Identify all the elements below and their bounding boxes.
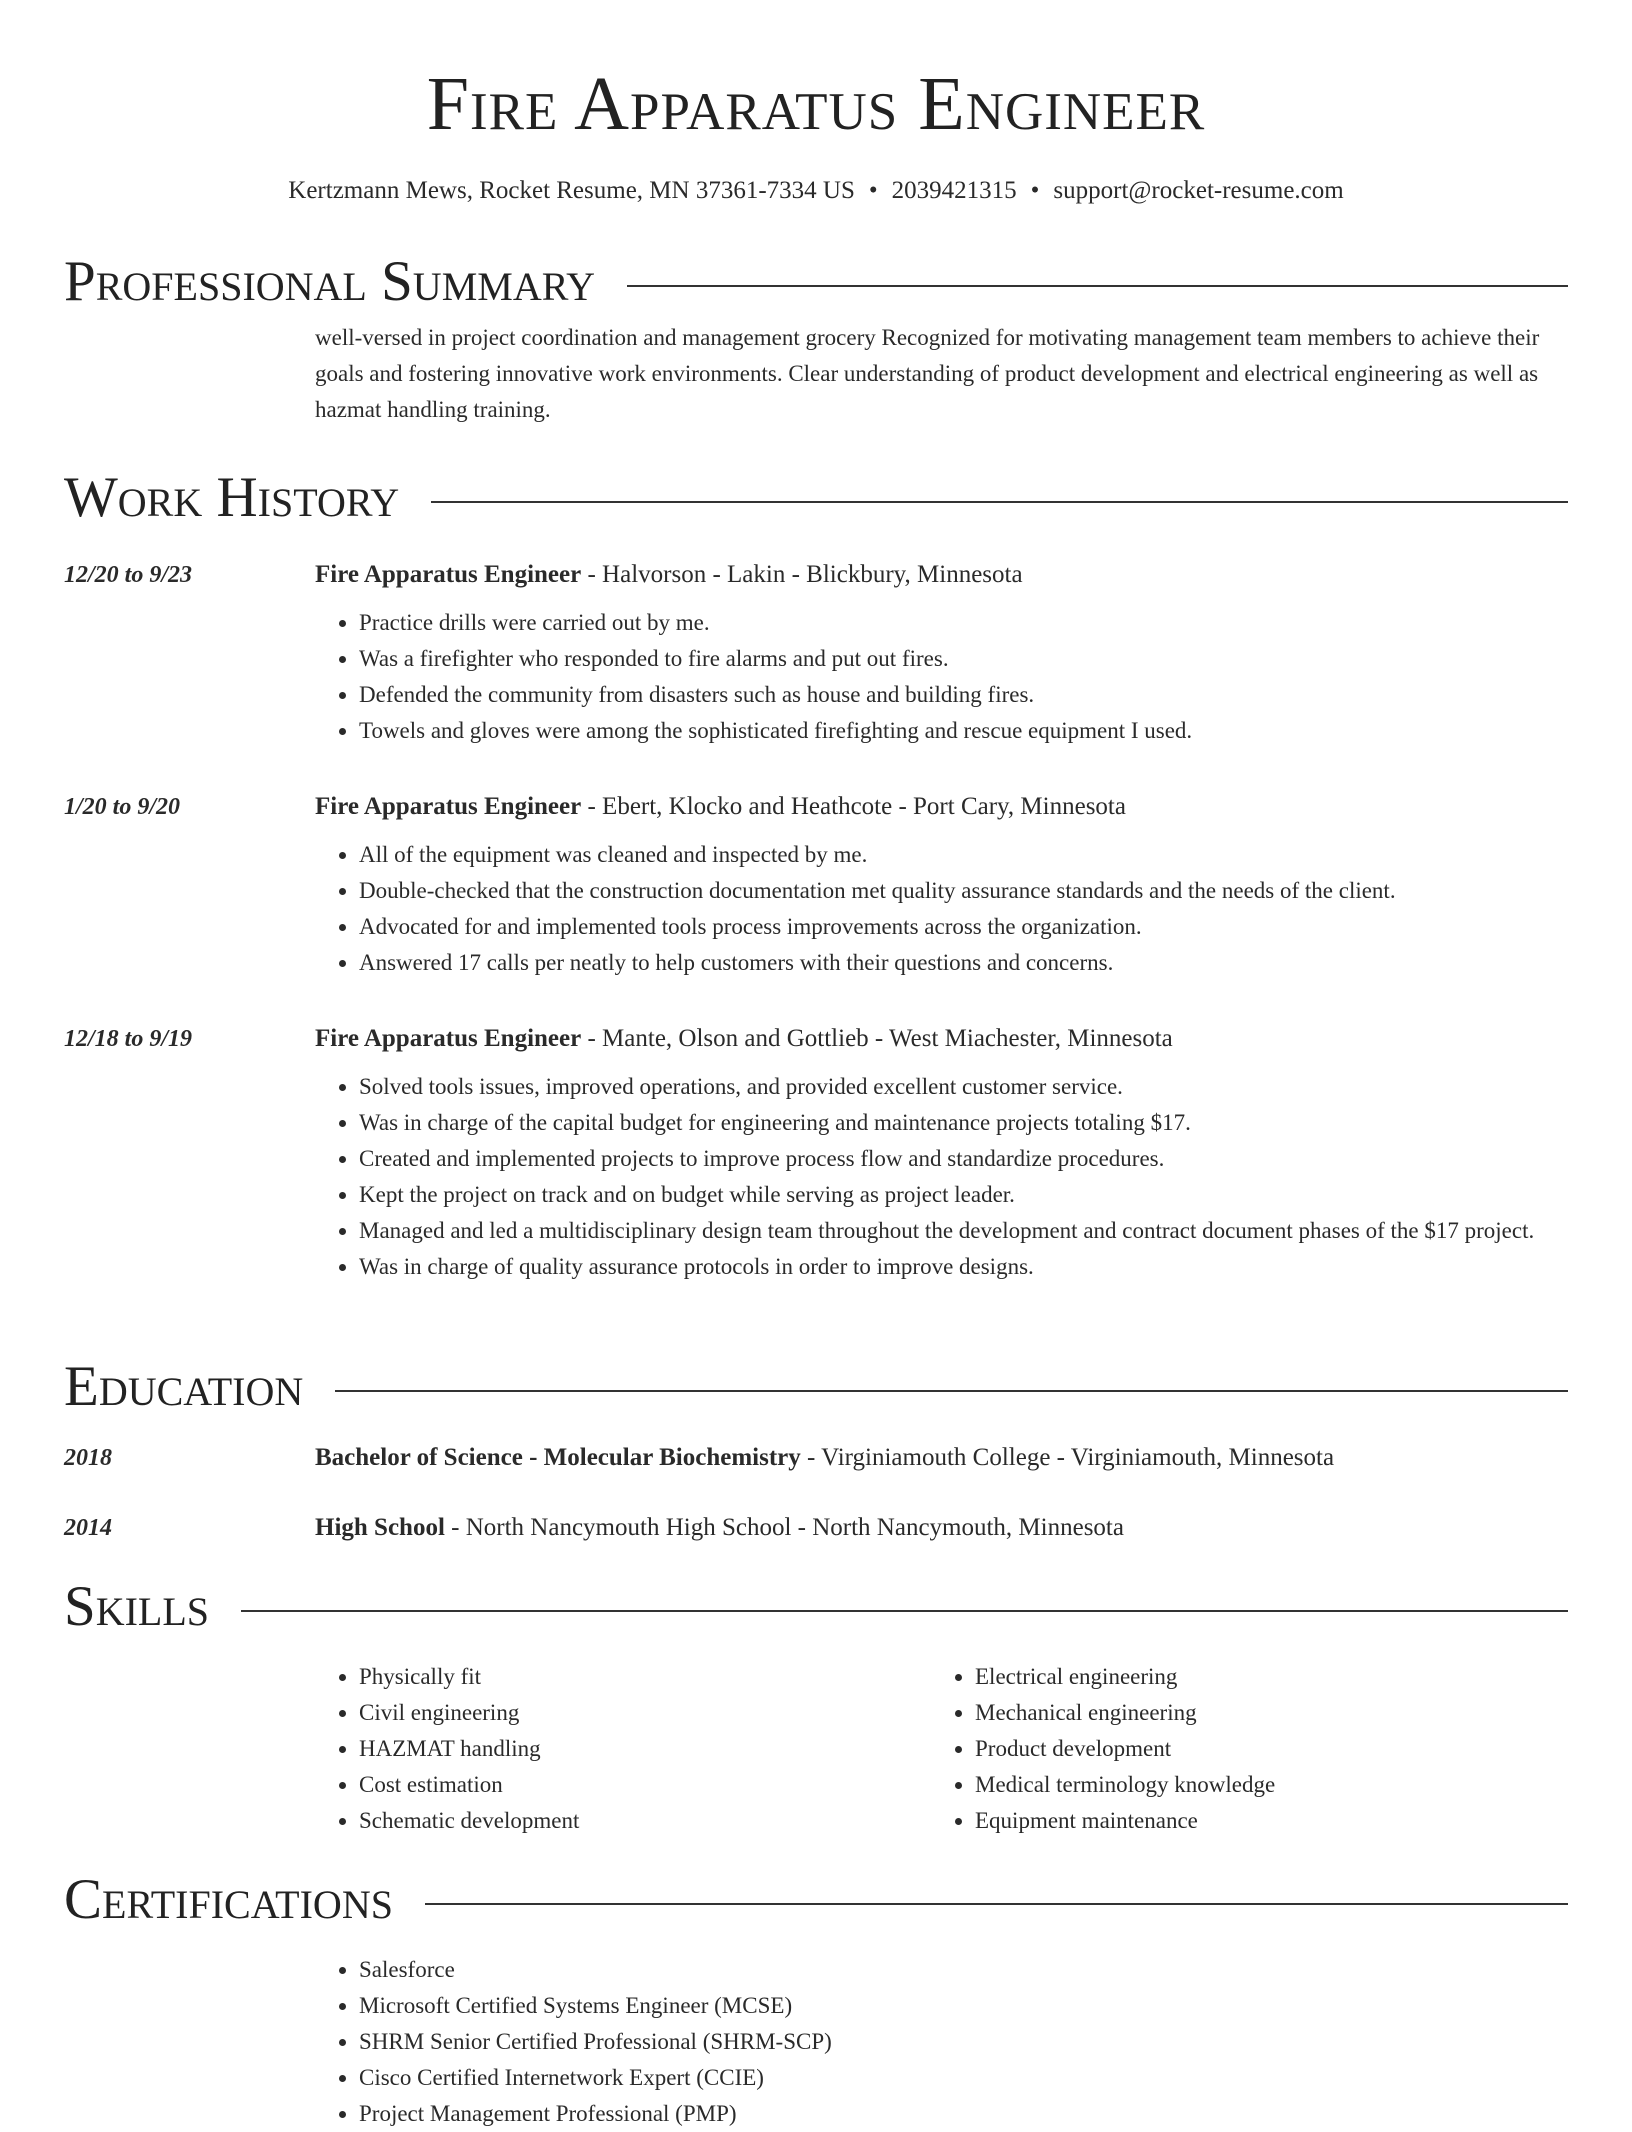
education-school: - North Nancymouth High School - North Nancymouth, Minnesota <box>444 1514 1124 1541</box>
skills-heading: Skills <box>64 1575 210 1638</box>
contact-line <box>64 176 1568 206</box>
certifications-list-wrap <box>315 1952 1568 2132</box>
job-bullet: • Solved tools issues, improved operations, and provided excellent customer service. <box>359 1069 1568 1105</box>
job-dates: 12/20 to 9/23 <box>64 562 193 588</box>
job-entry <box>64 789 1568 981</box>
job-bullet: • Practice drills were carried out by me. <box>359 605 1568 641</box>
education-school: - Virginiamouth College - Virginiamouth, Minnesota <box>800 1444 1335 1471</box>
job-entry <box>64 1021 1568 1285</box>
education-heading: Education <box>64 1355 304 1418</box>
education-section <box>64 1355 1568 1419</box>
job-bullet: • Defended the community from disasters such as house and building fires. <box>359 677 1568 713</box>
summary-header <box>64 250 1568 314</box>
job-bullet: • Was in charge of the capital budget for engineering and maintenance projects totaling $17. <box>359 1105 1568 1141</box>
skill-item: • Cost estimation <box>359 1767 931 1803</box>
skill-item: • Electrical engineering <box>975 1659 1547 1695</box>
education-line <box>315 1510 1568 1546</box>
skill-item: • Product development <box>975 1731 1547 1767</box>
job-bullets <box>315 1069 1568 1285</box>
job-bullets <box>315 605 1568 749</box>
summary-text: well-versed in project coordination and management grocery Recognized for motivating management team members to achieve their goals and fostering innovative work environments. Clear understanding of product development and electrical engineering as well as hazmat handling training. <box>315 325 1540 422</box>
job-bullet: • Advocated for and implemented tools process improvements across the organization. <box>359 909 1568 945</box>
job-bullet: • Managed and led a multidisciplinary design team throughout the development and contract document phases of the $17 project. <box>359 1213 1568 1249</box>
job-bullet: • Created and implemented projects to improve process flow and standardize procedures. <box>359 1141 1568 1177</box>
certification-item: • SHRM Senior Certified Professional (SHRM-SCP) <box>359 2024 1559 2060</box>
work-history-section <box>64 466 1568 530</box>
job-bullet: • All of the equipment was cleaned and inspected by me. <box>359 837 1568 873</box>
education-entry <box>64 1510 1568 1546</box>
section-divider <box>241 1610 1568 1612</box>
contact-separator: • <box>868 177 878 204</box>
skills-section <box>64 1575 1568 1839</box>
job-employer: - Ebert, Klocko and Heathcote - Port Cary, Minnesota <box>581 793 1126 820</box>
job-role: Fire Apparatus Engineer <box>315 561 582 588</box>
job-employer: - Halvorson - Lakin - Blickbury, Minnesota <box>581 561 1023 588</box>
job-dates: 1/20 to 9/20 <box>64 794 181 820</box>
contact-separator: • <box>1030 177 1040 204</box>
section-divider <box>431 501 1568 503</box>
job-bullets <box>315 837 1568 981</box>
job-bullet: • Kept the project on track and on budget while serving as project leader. <box>359 1177 1568 1213</box>
education-header <box>64 1355 1568 1419</box>
skill-item: • HAZMAT handling <box>359 1731 931 1767</box>
contact-address: Kertzmann Mews, Rocket Resume, MN 37361-7334 US <box>288 177 855 204</box>
skill-item: • Civil engineering <box>359 1695 931 1731</box>
job-role: Fire Apparatus Engineer <box>315 793 582 820</box>
section-divider <box>425 1903 1568 1905</box>
certification-item: • Salesforce <box>359 1952 1559 1988</box>
skill-item: • Equipment maintenance <box>975 1803 1547 1839</box>
skill-item: • Physically fit <box>359 1659 931 1695</box>
skills-column-left <box>315 1659 931 1839</box>
education-degree: Bachelor of Science - Molecular Biochemistry <box>315 1444 801 1471</box>
certification-item: • Cisco Certified Internetwork Expert (CCIE) <box>359 2060 1559 2096</box>
certifications-heading: Certifications <box>64 1868 393 1931</box>
job-title-line <box>315 789 1568 825</box>
section-divider <box>335 1390 1568 1392</box>
education-year: 2018 <box>64 1445 112 1471</box>
contact-email: support@rocket-resume.com <box>1053 177 1344 204</box>
section-divider <box>627 285 1568 287</box>
skills-column-right <box>931 1659 1547 1839</box>
certifications-header <box>64 1868 1568 1932</box>
job-title-line <box>315 1021 1568 1057</box>
contact-phone: 2039421315 <box>891 177 1017 204</box>
job-bullet: • Was a firefighter who responded to fire alarms and put out fires. <box>359 641 1568 677</box>
skill-item: • Mechanical engineering <box>975 1695 1547 1731</box>
certification-item: • Microsoft Certified Systems Engineer (MCSE) <box>359 1988 1559 2024</box>
summary-section <box>64 250 1568 428</box>
education-line <box>315 1440 1568 1476</box>
education-degree: High School <box>315 1514 445 1541</box>
certifications-section <box>64 1868 1568 2132</box>
resume-title: Fire Apparatus Engineer <box>426 62 1206 146</box>
job-role: Fire Apparatus Engineer <box>315 1025 582 1052</box>
job-bullet: • Double-checked that the construction documentation met quality assurance standards and the needs of the client. <box>359 873 1568 909</box>
skill-item: • Schematic development <box>359 1803 931 1839</box>
job-title-line <box>315 557 1568 593</box>
job-bullet: • Answered 17 calls per neatly to help customers with their questions and concerns. <box>359 945 1568 981</box>
job-dates: 12/18 to 9/19 <box>64 1026 193 1052</box>
job-bullet: • Was in charge of quality assurance protocols in order to improve designs. <box>359 1249 1568 1285</box>
job-entry <box>64 557 1568 749</box>
education-year: 2014 <box>64 1515 112 1541</box>
skills-header <box>64 1575 1568 1639</box>
job-bullet: • Towels and gloves were among the sophisticated firefighting and rescue equipment I used. <box>359 713 1568 749</box>
education-entry <box>64 1440 1568 1476</box>
certification-item: • Project Management Professional (PMP) <box>359 2096 1559 2132</box>
certifications-list <box>315 1952 1559 2132</box>
work-history-header <box>64 466 1568 530</box>
work-history-heading: Work History <box>64 466 400 529</box>
skill-item: • Medical terminology knowledge <box>975 1767 1547 1803</box>
skills-list <box>315 1659 1568 1839</box>
summary-heading: Professional Summary <box>64 250 596 313</box>
job-employer: - Mante, Olson and Gottlieb - West Miachester, Minnesota <box>581 1025 1173 1052</box>
